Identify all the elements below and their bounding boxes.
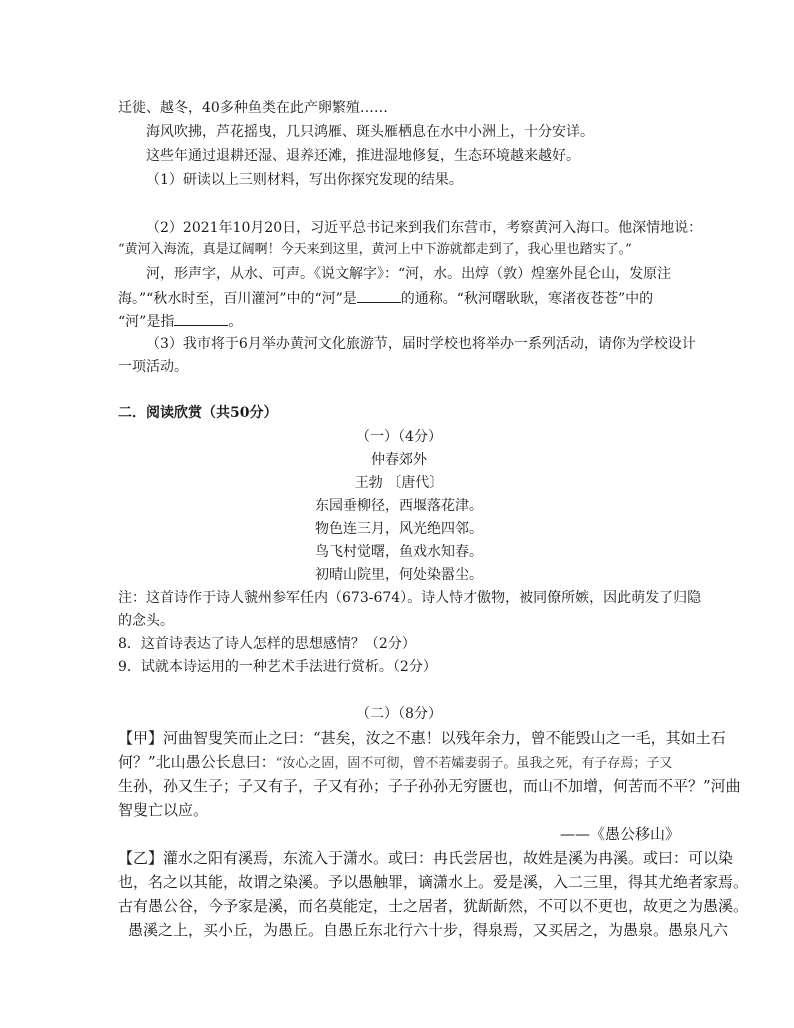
text-yi-line-2: 也，名之以其能，故谓之染溪。予以愚触罪，谪潇水上。爱是溪，入二三里，得其尤绝者家焉。 [118,873,749,891]
question-3-line-2: 一项活动。 [118,359,188,375]
question-8: 8．这首诗表达了诗人怎样的思想感情？（2分） [118,636,416,652]
answer-blank-2[interactable] [174,311,228,326]
poem-note-line-2: 的念头。 [118,613,174,629]
text-jia-line-4: 智叟亡以应。 [118,801,209,819]
text-jia-line-3: 生孙，孙又生子；子又有子，子又有孙；子子孙孙无穷匮也，而山不加增，何苦而不平？”河曲 [118,777,741,795]
poem-note-line-1: 注：这首诗作于诗人虢州参军任内（673-674）。诗人恃才傲物，被同僚所嫉，因此萌发了归隐 [118,590,702,606]
question-2-line-5 [118,311,680,332]
material-line-3: 这些年通过退耕还湿、退养还滩，推进湿地修复，生态环境越来越好。 [146,148,580,164]
poem-author: 王勃 〔唐代〕 [354,475,444,491]
question-3-line-1: （3）我市将于6月举办黄河文化旅游节，届时学校也将举办一系列活动，请你为学校设计 [146,336,696,352]
material-line-1: 迁徙、越冬，40多种鱼类在此产卵繁殖…… [118,100,388,116]
text-jia-source: ——《愚公移山》 [559,825,680,843]
classical-part-label: （二）（8分） [356,706,442,722]
poem-line-1: 东园垂柳径，西堰落花津。 [315,498,483,514]
text-jia-line-2-start: 何？”北山愚公长息曰： [118,753,276,771]
poem-title: 仲春郊外 [371,452,427,468]
question-2-line-4-end: 的通称。“秋河曙耿耿，寒渚夜苍苍”中的 [400,291,654,307]
poem-part-label: （一）（4分） [356,429,442,445]
poem-line-2: 物色连三月，风光绝四邻。 [315,521,483,537]
section-2-heading: 二．阅读欣赏（共50分） [118,405,278,421]
question-2-line-5-end: 。 [228,314,243,330]
poem-line-3: 鸟飞村觉曙，鱼戏水知春。 [315,544,483,560]
question-1: （1）研读以上三则材料，写出你探究发现的结果。 [146,172,463,188]
text-yi-line-1: 【乙】灌水之阳有溪焉，东流入于潇水。或曰：冉氏尝居也，故姓是溪为冉溪。或曰：可以染 [118,849,734,867]
text-jia-line-2-quote: “汝心之固，固不可彻，曾不若孀妻弱子。虽我之死，有子存焉；子又 [275,756,673,771]
question-2-line-3: 河，形声字，从水、可声。《说文解字》：“河，水。出焞（敦）煌塞外昆仑山，发原注 [146,266,672,282]
text-jia-line-2 [118,752,680,774]
question-2-line-5-start: “河”是指 [118,314,175,330]
text-yi-line-3: 古有愚公谷，今予家是溪，而名莫能定，士之居者，犹龂龂然，不可以不更也，故更之为愚溪。 [118,897,749,915]
question-9: 9．试就本诗运用的一种艺术手法进行赏析。（2分） [118,659,437,675]
question-2-line-1: （2）2021年10月20日，习近平总书记来到我们东营市，考察黄河入海口。他深情地说： [146,220,703,236]
material-line-2: 海风吹拂，芦花摇曳，几只鸿雁、斑头雁栖息在水中小洲上，十分安详。 [146,124,594,140]
question-2-line-2: “黄河入海流，真是辽阔啊！今天来到这里，黄河上中下游就都走到了，我心里也踏实了。” [118,242,632,257]
question-2-line-4-start: 海。”“秋水时至，百川灌河”中的“河”是 [118,291,357,307]
text-jia-line-1: 【甲】河曲智叟笑而止之曰：“甚矣，汝之不惠！以残年余力，曾不能毁山之一毛，其如土石 [118,729,726,747]
text-yi-line-4: 愚溪之上，买小丘，为愚丘。自愚丘东北行六十步，得泉焉，又买居之，为愚泉。愚泉凡六 [128,921,729,939]
answer-blank-1[interactable] [357,288,401,303]
poem-line-4: 初晴山院里，何处染嚣尘。 [315,567,483,583]
question-2-line-4 [118,288,680,309]
